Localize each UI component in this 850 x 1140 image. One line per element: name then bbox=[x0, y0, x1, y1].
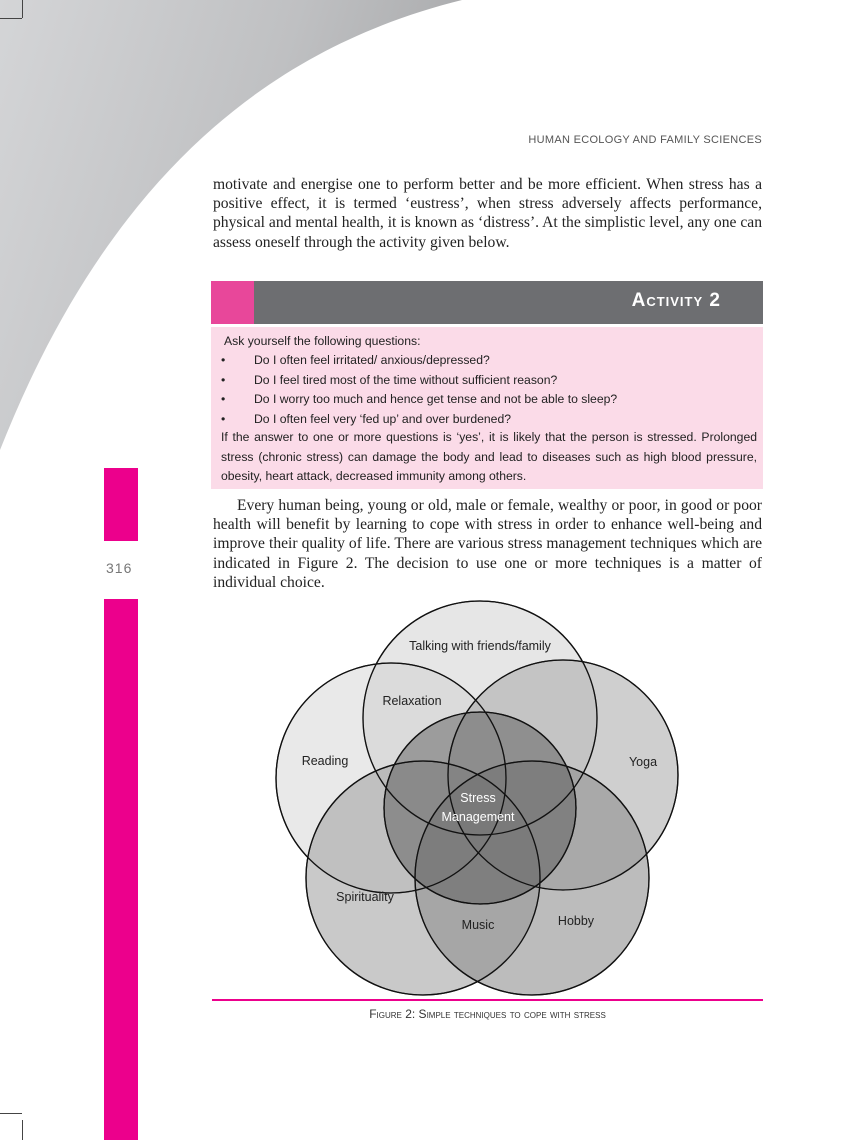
label-talking: Talking with friends/family bbox=[409, 639, 551, 653]
label-hobby: Hobby bbox=[557, 914, 595, 928]
activity-intro: Ask yourself the following questions: bbox=[224, 334, 421, 348]
question-text: Do I feel tired most of the time without sufficient reason? bbox=[254, 372, 558, 387]
circle-stress-management bbox=[384, 712, 576, 904]
label-music: Music bbox=[461, 918, 495, 932]
second-paragraph bbox=[213, 496, 762, 592]
bullet-icon: • bbox=[221, 411, 226, 426]
question-text: Do I worry too much and hence get tense and not be able to sleep? bbox=[254, 392, 618, 406]
label-stress: Stress bbox=[460, 791, 496, 805]
label-reading: Reading bbox=[301, 754, 349, 768]
figure-caption: Figure 2: Simple techniques to cope with stress bbox=[369, 1007, 606, 1021]
side-bar-upper bbox=[104, 468, 138, 541]
figure-caption-rule bbox=[212, 999, 763, 1001]
intro-paragraph-text: motivate and energise one to perform better and be more efficient. When stress has a positive effect, it is termed ‘eustress’, when stress adversely affects performance, physical and mental health, it is known as ‘distress’. At the simplistic level, any one can assess oneself through the activity given below. bbox=[213, 176, 762, 251]
label-spirituality: Spirituality bbox=[336, 890, 394, 904]
question-text: Do I often feel irritated/ anxious/depressed? bbox=[254, 353, 490, 367]
running-head: HUMAN ECOLOGY AND FAMILY SCIENCES bbox=[528, 134, 762, 146]
activity-header-tab bbox=[211, 281, 254, 324]
second-paragraph-text: Every human being, young or old, male or female, wealthy or poor, in good or poor health will benefit by learning to cope with stress in order to enhance well-being and improve their quality of life. There are various stress management techniques which are indicated in Figure 2. The decision to use one or more techniques is a matter of individual choice. bbox=[213, 497, 762, 591]
activity-box bbox=[211, 327, 763, 489]
crop-mark-top-horizontal bbox=[0, 18, 22, 19]
crop-mark-top-vertical bbox=[22, 0, 23, 18]
crop-mark-bottom-vertical bbox=[22, 1120, 23, 1140]
side-bar-lower bbox=[104, 599, 138, 1140]
activity-header bbox=[211, 281, 763, 324]
intro-paragraph bbox=[213, 175, 762, 252]
crop-mark-bottom-horizontal bbox=[0, 1113, 22, 1114]
stress-management-venn-diagram bbox=[266, 595, 686, 1000]
page-number: 316 bbox=[106, 560, 133, 576]
bullet-icon: • bbox=[221, 353, 226, 367]
label-yoga: Yoga bbox=[628, 755, 658, 769]
activity-conclusion: If the answer to one or more questions is ‘yes’, it is likely that the person is stressed. Prolonged stress (chronic stress) can damage the body and lead to diseases such as high blood pressure, obesity, heart attack, decreased immunity among others. bbox=[221, 430, 757, 484]
question-text: Do I often feel very ‘fed up’ and over burdened? bbox=[254, 411, 512, 426]
label-relaxation: Relaxation bbox=[382, 694, 442, 708]
bullet-icon: • bbox=[221, 372, 226, 387]
activity-title: Activity 2 bbox=[631, 290, 721, 311]
bullet-icon: • bbox=[221, 392, 226, 406]
label-management: Management bbox=[441, 810, 515, 824]
